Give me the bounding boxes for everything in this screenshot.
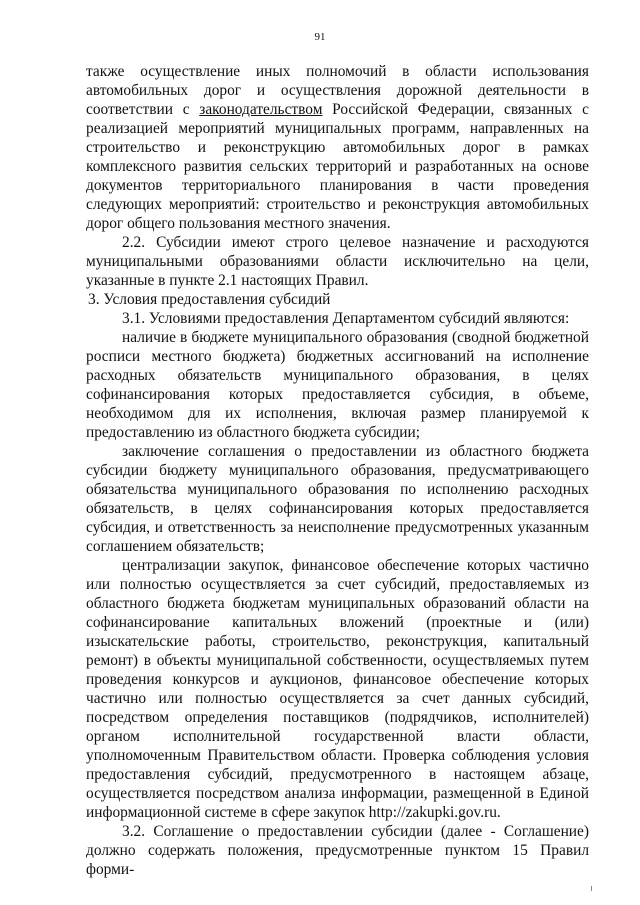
page-number: 91: [314, 31, 326, 43]
legislation-link[interactable]: законодательством: [199, 101, 323, 118]
condition-budget: наличие в бюджете муниципального образования (сводной бюджетной росписи местного бюджета) бюджетных ассигнований на исполнение расходных обязательств муниципального образования, в целях софинансирования которых предоставляется субсидия, в объеме, необходимом для их исполнения, включая размер планируемой к предоставлению из областного бюджета субсидии;: [86, 329, 589, 441]
clause-3-1-intro: 3.1. Условиями предоставления Департаментом субсидий являются:: [122, 310, 570, 327]
continuation-paragraph: [86, 62, 589, 233]
condition-agreement: заключение соглашения о предоставлении из областного бюджета субсидии бюджету муниципального образования, предусматривающего обязательства муниципального образования по исполнению расходных обязательств, в целях софинансирования которых предоставляется субсидия, и ответственность за неисполнение предусмотренных указанным соглашением обязательств;: [86, 443, 589, 555]
section-3-heading: [86, 290, 589, 309]
continuation-text-start: также осуществление иных полномочий в области использования автомобильных дорог и осуществления дорожной деятельности в соответствии с: [86, 63, 589, 118]
section-3-heading-text: 3. Условия предоставления субсидий: [88, 291, 331, 308]
condition-procurement: централизации закупок, финансовое обеспечение которых частично или полностью осуществляется за счет субсидий, предоставляемых из областного бюджета бюджетам муниципальных образований области на софинансирование капитальных вложений (проектные и (или) изыскательские работы, строительство, реконструкция, капитальный ремонт) в объекты муниципальной собственности, осуществляемых путем проведения конкурсов и аукционов, финансовое обеспечение которых частично или полностью осуществляется за счет данных субсидий, посредством определения поставщиков (подрядчиков, исполнителей) органом исполнительной государственной власти области, уполномоченным Правительством области. Проверка соблюдения условия предоставления субсидий, предусмотренного в настоящем абзаце, осуществляется посредством анализа информации, размещенной в Единой информационной системе в сфере закупок http://zakupki.gov.ru.: [86, 557, 589, 821]
scan-mark: [591, 886, 592, 891]
clause-3-2: 3.2. Соглашение о предоставлении субсидии (далее - Соглашение) должно содержать положения, предусмотренные пунктом 15 Правил форми-: [86, 823, 589, 878]
clause-2-2: 2.2. Субсидии имеют строго целевое назначение и расходуются муниципальными образованиями области исключительно на цели, указанные в пункте 2.1 настоящих Правил.: [86, 234, 589, 289]
document-body: [86, 62, 589, 879]
continuation-text-end: Российской Федерации, связанных с реализацией мероприятий муниципальных программ, направленных на строительство и реконструкцию автомобильных дорог в рамках комплексного развития сельских территорий и разработанных на основе документов территориального планирования в части проведения следующих мероприятий: строительство и реконструкция автомобильных дорог общего пользования местного значения.: [86, 101, 589, 232]
